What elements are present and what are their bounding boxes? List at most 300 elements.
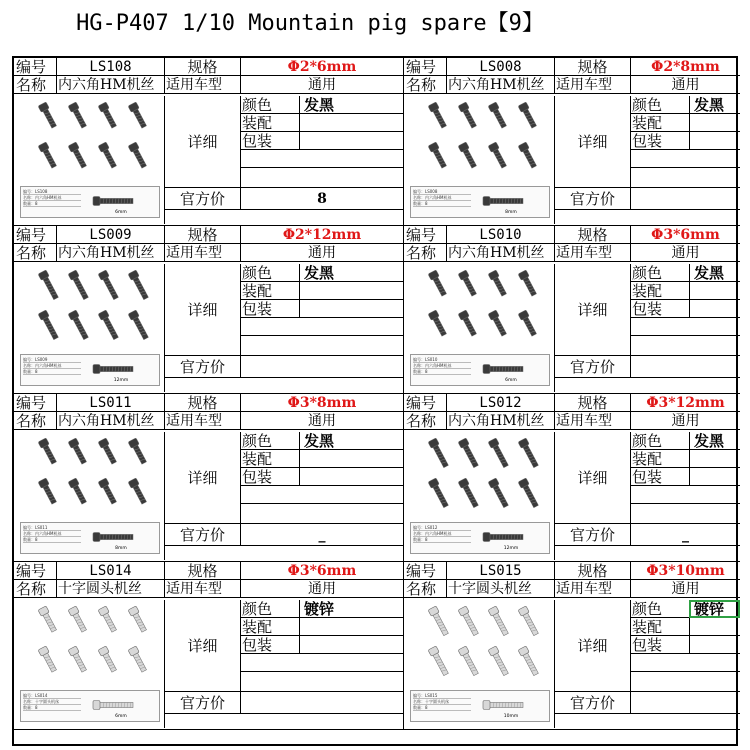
price-label: 官方价 [165, 524, 241, 546]
attr-packing-row [631, 300, 740, 318]
part-code: LS015 [446, 562, 554, 580]
part-name: 十字圆头机丝 [56, 580, 164, 598]
label-text [23, 189, 81, 207]
attr-assembly-row [631, 450, 740, 468]
attr-packing-row [241, 132, 403, 150]
fit-value: 通用 [630, 76, 740, 94]
spec-value: Φ3*10mm [630, 562, 740, 580]
part-code: LS011 [56, 394, 164, 412]
label-line: 名称：十字圆头机丝 [413, 699, 471, 705]
label-line: 名称：十字圆头机丝 [23, 699, 81, 705]
label-line: 数量：8 [413, 369, 471, 375]
name-label: 名称 [16, 412, 47, 430]
header-row-code [14, 394, 403, 412]
screw-icon [428, 478, 450, 509]
color-value: 发黑 [689, 96, 740, 114]
screw-icon [518, 478, 540, 509]
part-card-ls012 [404, 394, 740, 562]
assembly-value [299, 114, 403, 132]
spec-label: 规格 [164, 226, 240, 244]
package-label [20, 354, 160, 386]
label-screw-icon [483, 197, 523, 206]
attribute-grid [631, 432, 740, 524]
screw-icon [488, 270, 508, 297]
package-label [410, 690, 550, 722]
screw-icon [428, 310, 448, 337]
screw-icon [128, 646, 148, 673]
price-label: 官方价 [165, 692, 241, 714]
label-size-text: 10mm [503, 714, 519, 719]
label-line: 编号：LS009 [23, 357, 81, 363]
attr-color-row [631, 264, 740, 282]
name-label: 名称 [406, 244, 437, 262]
part-code: LS009 [56, 226, 164, 244]
color-label: 颜色 [632, 264, 663, 282]
code-label: 编号 [406, 226, 437, 244]
price-row [165, 188, 403, 210]
spec-value: Φ2*6mm [240, 58, 403, 76]
screws-image [416, 100, 542, 182]
detail-label: 详细 [555, 432, 631, 524]
screw-icon [488, 102, 508, 129]
color-label: 颜色 [632, 600, 663, 618]
code-label: 编号 [16, 562, 47, 580]
screws-image [26, 268, 152, 350]
fit-value: 通用 [630, 412, 740, 430]
attr-packing-row [631, 636, 740, 654]
header-row-name [14, 412, 403, 430]
screw-icon [428, 606, 450, 637]
screw-icon [38, 606, 58, 633]
attr-assembly-row [631, 618, 740, 636]
screw-icon [68, 646, 88, 673]
label-size-text: 8mm [505, 210, 517, 215]
label-line: 编号：LS008 [413, 189, 471, 195]
color-value: 镀锌 [299, 600, 403, 618]
screw-icon [488, 478, 510, 509]
attr-packing-row [241, 468, 403, 486]
screw-icon [458, 646, 480, 677]
part-card-ls011 [14, 394, 404, 562]
attr-packing-row [241, 300, 403, 318]
header-row-name [404, 412, 740, 430]
screw-icon [518, 142, 538, 169]
spec-value: Φ2*12mm [240, 226, 403, 244]
fit-label: 适用车型 [164, 244, 240, 262]
label-line: 数量：8 [413, 537, 471, 543]
label-text [23, 357, 81, 375]
label-line: 编号：LS014 [23, 693, 81, 699]
assembly-label: 装配 [242, 114, 273, 132]
price-row [165, 524, 403, 546]
attribute-grid [631, 600, 740, 692]
assembly-label: 装配 [242, 450, 273, 468]
label-screw-icon [483, 365, 523, 374]
label-line: 数量：8 [23, 537, 81, 543]
label-screw-image [477, 191, 543, 215]
attribute-grid [241, 264, 403, 356]
name-label: 名称 [16, 76, 47, 94]
label-screw-image [87, 191, 153, 215]
color-value: 发黑 [299, 432, 403, 450]
spec-label: 规格 [554, 394, 630, 412]
part-code: LS010 [446, 226, 554, 244]
label-line: 名称：内六角HM机丝 [23, 195, 81, 201]
screw-icon [428, 438, 450, 469]
label-size-text: 6mm [115, 714, 127, 719]
code-label: 编号 [16, 58, 47, 76]
product-photo [406, 96, 552, 224]
product-photo [406, 600, 552, 728]
label-screw-icon [483, 533, 523, 542]
part-name: 内六角HM机丝 [56, 76, 164, 94]
screw-icon [488, 142, 508, 169]
price-value [631, 356, 740, 378]
screw-icon [38, 102, 58, 129]
name-label: 名称 [406, 76, 437, 94]
label-text [23, 525, 81, 543]
assembly-label: 装配 [242, 282, 273, 300]
screw-icon [488, 646, 510, 677]
screw-icon [488, 606, 510, 637]
screw-icon [428, 142, 448, 169]
assembly-value [299, 450, 403, 468]
label-size-text: 8mm [115, 546, 127, 551]
attr-blank-row [631, 150, 740, 168]
attr-color-row [631, 96, 740, 114]
price-row [165, 356, 403, 378]
fit-value: 通用 [630, 244, 740, 262]
spec-label: 规格 [164, 58, 240, 76]
header-row-code [404, 394, 740, 412]
screw-icon [488, 438, 510, 469]
color-label: 颜色 [632, 96, 663, 114]
packing-label: 包装 [242, 468, 273, 486]
header-row-name [14, 76, 403, 94]
packing-label: 包装 [632, 300, 663, 318]
detail-label: 详细 [165, 432, 241, 524]
label-screw-image [87, 527, 153, 551]
part-name: 内六角HM机丝 [56, 244, 164, 262]
fit-label: 适用车型 [554, 244, 630, 262]
color-label: 颜色 [242, 432, 273, 450]
attribute-grid [241, 96, 403, 188]
code-label: 编号 [16, 226, 47, 244]
header-row-name [14, 580, 403, 598]
product-photo [406, 264, 552, 392]
name-label: 名称 [16, 580, 47, 598]
header-row-code [14, 226, 403, 244]
price-value [631, 692, 740, 714]
part-name: 内六角HM机丝 [446, 412, 554, 430]
packing-label: 包装 [632, 636, 663, 654]
screws-image [26, 100, 152, 182]
code-label: 编号 [16, 394, 47, 412]
part-code: LS108 [56, 58, 164, 76]
packing-value [689, 468, 740, 486]
assembly-label: 装配 [632, 282, 663, 300]
label-line: 编号：LS010 [413, 357, 471, 363]
label-size-text: 12mm [113, 378, 129, 383]
color-label: 颜色 [242, 264, 273, 282]
packing-label: 包装 [242, 300, 273, 318]
screw-icon [98, 310, 120, 341]
screw-icon [428, 646, 450, 677]
screw-icon [38, 310, 60, 341]
attr-assembly-row [631, 282, 740, 300]
spec-value: Φ3*12mm [630, 394, 740, 412]
fit-value: 通用 [630, 580, 740, 598]
attr-color-row [631, 432, 740, 450]
part-name: 内六角HM机丝 [56, 412, 164, 430]
detail-area [164, 600, 403, 728]
screw-icon [98, 438, 118, 465]
screw-icon [68, 310, 90, 341]
detail-label: 详细 [165, 600, 241, 692]
detail-area [554, 600, 740, 728]
fit-label: 适用车型 [554, 580, 630, 598]
label-line: 数量：8 [23, 369, 81, 375]
part-card-ls108 [14, 58, 404, 226]
fit-label: 适用车型 [164, 580, 240, 598]
price-row [165, 692, 403, 714]
fit-label: 适用车型 [554, 412, 630, 430]
attr-blank-row [241, 150, 403, 168]
packing-label: 包装 [632, 132, 663, 150]
screw-icon [68, 142, 88, 169]
screw-icon [458, 438, 480, 469]
price-row [555, 692, 740, 714]
part-name: 十字圆头机丝 [446, 580, 554, 598]
code-label: 编号 [406, 58, 437, 76]
price-label: 官方价 [555, 188, 631, 210]
color-value: 镀锌 [689, 600, 740, 618]
label-line: 名称：内六角HM机丝 [23, 531, 81, 537]
price-row [555, 524, 740, 546]
label-screw-icon [93, 197, 133, 206]
screw-icon [68, 478, 88, 505]
attr-packing-row [631, 468, 740, 486]
label-screw-image [477, 695, 543, 719]
detail-area [554, 432, 740, 560]
assembly-value [299, 282, 403, 300]
detail-label: 详细 [555, 96, 631, 188]
screw-icon [128, 438, 148, 465]
part-card-ls014 [14, 562, 404, 730]
fit-label: 适用车型 [164, 412, 240, 430]
header-row-name [404, 244, 740, 262]
attr-assembly-row [631, 114, 740, 132]
screw-icon [518, 646, 540, 677]
price-value: _ [682, 527, 689, 543]
name-label: 名称 [406, 412, 437, 430]
product-photo [16, 264, 162, 392]
label-line: 数量：8 [23, 201, 81, 207]
header-row-code [14, 562, 403, 580]
label-line: 编号：LS011 [23, 525, 81, 531]
label-text [413, 357, 471, 375]
header-row-name [14, 244, 403, 262]
fit-label: 适用车型 [164, 76, 240, 94]
color-label: 颜色 [242, 600, 273, 618]
packing-value [689, 300, 740, 318]
packing-value [299, 636, 403, 654]
color-value: 发黑 [299, 96, 403, 114]
packing-label: 包装 [242, 132, 273, 150]
screw-icon [128, 310, 150, 341]
detail-label: 详细 [165, 96, 241, 188]
label-line: 编号：LS015 [413, 693, 471, 699]
product-photo [406, 432, 552, 560]
screw-icon [428, 102, 448, 129]
price-label: 官方价 [165, 188, 241, 210]
color-label: 颜色 [632, 432, 663, 450]
packing-value [299, 468, 403, 486]
header-row-name [404, 76, 740, 94]
screw-icon [458, 310, 478, 337]
label-line: 数量：8 [413, 705, 471, 711]
header-row-code [404, 58, 740, 76]
assembly-value [689, 450, 740, 468]
label-screw-icon [93, 365, 133, 374]
screw-icon [68, 606, 88, 633]
color-value: 发黑 [299, 264, 403, 282]
screw-icon [38, 478, 58, 505]
assembly-value [689, 114, 740, 132]
header-row-code [404, 226, 740, 244]
code-label: 编号 [406, 394, 437, 412]
spec-value: Φ3*6mm [240, 562, 403, 580]
screw-icon [128, 142, 148, 169]
screws-image [26, 604, 152, 686]
label-line: 名称：内六角HM机丝 [413, 363, 471, 369]
assembly-value [299, 618, 403, 636]
price-row [555, 188, 740, 210]
package-label [410, 354, 550, 386]
fit-value: 通用 [240, 76, 403, 94]
spec-value: Φ3*6mm [630, 226, 740, 244]
attr-blank-row [631, 654, 740, 672]
screw-icon [98, 478, 118, 505]
attr-blank-row [241, 318, 403, 336]
label-screw-icon [93, 533, 133, 542]
attr-packing-row [631, 132, 740, 150]
detail-area [164, 96, 403, 224]
price-label: 官方价 [555, 524, 631, 546]
label-line: 名称：内六角HM机丝 [413, 195, 471, 201]
attr-assembly-row [241, 618, 403, 636]
screw-icon [68, 102, 88, 129]
product-photo [16, 432, 162, 560]
screw-icon [98, 270, 120, 301]
screw-icon [458, 270, 478, 297]
package-label [20, 186, 160, 218]
screw-icon [518, 270, 538, 297]
attr-blank-row [631, 318, 740, 336]
part-card-ls009 [14, 226, 404, 394]
packing-value [689, 636, 740, 654]
detail-label: 详细 [165, 264, 241, 356]
part-code: LS008 [446, 58, 554, 76]
color-label: 颜色 [242, 96, 273, 114]
assembly-value [689, 282, 740, 300]
fit-value: 通用 [240, 580, 403, 598]
price-label: 官方价 [555, 692, 631, 714]
label-screw-image [477, 359, 543, 383]
detail-area [554, 264, 740, 392]
screw-icon [128, 606, 148, 633]
assembly-label: 装配 [632, 618, 663, 636]
package-label [410, 522, 550, 554]
detail-area [164, 432, 403, 560]
color-value: 发黑 [689, 432, 740, 450]
detail-label: 详细 [555, 264, 631, 356]
name-label: 名称 [406, 580, 437, 598]
screws-image [416, 604, 542, 686]
header-row-code [404, 562, 740, 580]
attr-blank-row [241, 486, 403, 504]
attr-assembly-row [241, 282, 403, 300]
fit-value: 通用 [240, 412, 403, 430]
label-text [413, 189, 471, 207]
screw-icon [488, 310, 508, 337]
attr-color-row [241, 96, 403, 114]
page-title: HG-P407 1/10 Mountain pig spare【9】 [76, 11, 544, 36]
screw-icon [68, 270, 90, 301]
label-line: 数量：8 [23, 705, 81, 711]
label-screw-image [477, 527, 543, 551]
code-label: 编号 [406, 562, 437, 580]
label-text [413, 693, 471, 711]
assembly-label: 装配 [242, 618, 273, 636]
price-value: _ [318, 527, 326, 543]
label-line: 名称：内六角HM机丝 [413, 531, 471, 537]
attr-color-row [631, 600, 740, 618]
screws-image [416, 268, 542, 350]
attribute-grid [631, 264, 740, 356]
spec-label: 规格 [554, 58, 630, 76]
label-screw-image [87, 359, 153, 383]
label-text [413, 525, 471, 543]
price-row [555, 356, 740, 378]
packing-value [299, 132, 403, 150]
package-label [410, 186, 550, 218]
header-row-name [404, 580, 740, 598]
packing-label: 包装 [632, 468, 663, 486]
spec-label: 规格 [554, 562, 630, 580]
label-size-text: 6mm [505, 378, 517, 383]
attribute-grid [631, 96, 740, 188]
spec-label: 规格 [164, 562, 240, 580]
spec-label: 规格 [554, 226, 630, 244]
screw-icon [128, 478, 148, 505]
label-line: 编号：LS012 [413, 525, 471, 531]
label-line: 编号：LS108 [23, 189, 81, 195]
label-screw-image [87, 695, 153, 719]
label-size-text: 6mm [115, 210, 127, 215]
screw-icon [38, 646, 58, 673]
label-text [23, 693, 81, 711]
packing-value [299, 300, 403, 318]
screw-icon [428, 270, 448, 297]
label-screw-icon [483, 701, 523, 710]
detail-area [164, 264, 403, 392]
price-value: 8 [317, 191, 327, 207]
attr-color-row [241, 264, 403, 282]
assembly-label: 装配 [632, 450, 663, 468]
screw-icon [98, 646, 118, 673]
screw-icon [458, 102, 478, 129]
